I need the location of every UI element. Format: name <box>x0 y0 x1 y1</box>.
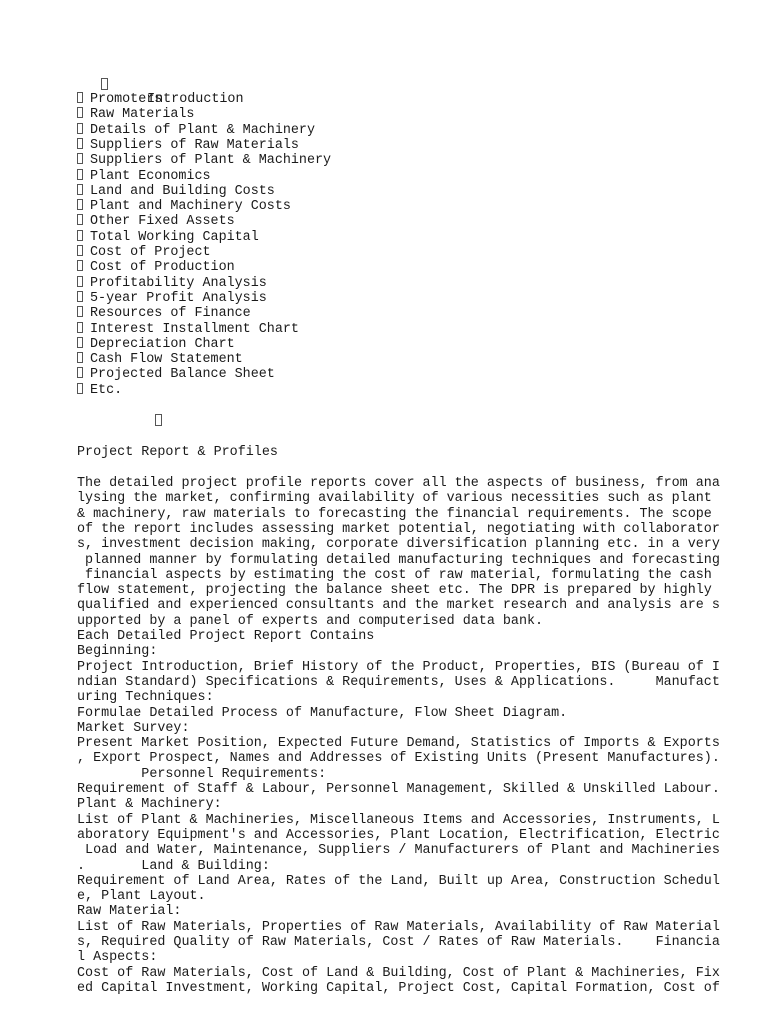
toc-item: Profitability Analysis <box>77 276 267 291</box>
body-line: Cost of Raw Materials, Cost of Land & Building, Cost of Plant & Machineries, Fix <box>77 965 720 981</box>
toc-item: Cost of Production <box>77 260 235 275</box>
body-line: Requirement of Land Area, Rates of the Land, Built up Area, Construction Schedul <box>77 873 720 889</box>
toc-item: Suppliers of Plant & Machinery <box>77 153 331 168</box>
bullet-box-icon <box>77 306 83 317</box>
body-line: & machinery, raw materials to forecasting the financial requirements. The scope <box>77 506 712 522</box>
toc-item: Plant and Machinery Costs <box>77 199 291 214</box>
bullet-box-icon <box>77 260 83 271</box>
body-line: The detailed project profile reports cover all the aspects of business, from ana <box>77 476 720 491</box>
bullet-box-icon <box>77 352 83 363</box>
body-line: s, Required Quality of Raw Materials, Cost / Rates of Raw Materials. Financia <box>77 935 720 950</box>
body-line: List of Plant & Machineries, Miscellaneous Items and Accessories, Instruments, L <box>77 812 720 828</box>
toc-item: Plant Economics <box>77 169 211 184</box>
bullet-box-icon <box>77 153 83 164</box>
bullet-box-icon <box>77 245 83 256</box>
toc-item: 5-year Profit Analysis <box>77 291 267 306</box>
bullet-box-icon <box>77 123 83 134</box>
bullet-box-icon <box>155 414 162 426</box>
body-line: qualified and experienced consultants and the market research and analysis are s <box>77 598 720 614</box>
page-title: Project Report & Profiles <box>77 445 278 460</box>
toc-item: Land and Building Costs <box>77 184 275 199</box>
toc-item-introduction: Introduction <box>147 92 244 107</box>
bullet-box-icon <box>77 138 83 149</box>
toc-item: Resources of Finance <box>77 306 251 321</box>
toc-item: Suppliers of Raw Materials <box>77 138 299 153</box>
body-line: , Export Prospect, Names and Addresses of Existing Units (Present Manufactures). <box>77 751 720 767</box>
body-line: . Land & Building: <box>77 858 270 874</box>
toc-item: Promoters <box>77 92 162 107</box>
body-line: uring Techniques: <box>77 690 214 706</box>
bullet-box-icon <box>77 276 83 287</box>
body-line: flow statement, projecting the balance sheet etc. The DPR is prepared by highly <box>77 583 712 599</box>
toc-item: Depreciation Chart <box>77 337 235 352</box>
body-line: ed Capital Investment, Working Capital, Project Cost, Capital Formation, Cost of <box>77 980 720 996</box>
bullet-box-icon <box>77 184 83 195</box>
body-line: Each Detailed Project Report Contains <box>77 629 375 644</box>
body-line: of the report includes assessing market potential, negotiating with collaborator <box>77 521 720 537</box>
bullet-box-icon <box>77 107 83 118</box>
bullet-box-icon <box>77 169 83 180</box>
body-line: planned manner by formulating detailed manufacturing techniques and forecasting <box>77 552 720 568</box>
toc-item: Interest Installment Chart <box>77 322 299 337</box>
body-line: List of Raw Materials, Properties of Raw Materials, Availability of Raw Material <box>77 919 720 935</box>
body-line: Project Introduction, Brief History of the Product, Properties, BIS (Bureau of I <box>77 659 720 675</box>
toc-item: Details of Plant & Machinery <box>77 123 315 138</box>
bullet-box-icon <box>77 291 83 302</box>
toc-item: Total Working Capital <box>77 230 259 245</box>
body-line: e, Plant Layout. <box>77 889 206 905</box>
body-line: Personnel Requirements: <box>77 766 327 782</box>
bullet-box-icon <box>77 322 83 333</box>
body-line: upported by a panel of experts and computerised data bank. <box>77 613 544 629</box>
toc-item: Cash Flow Statement <box>77 352 243 367</box>
body-line: ndian Standard) Specifications & Requirements, Uses & Applications. Manufact <box>77 674 720 690</box>
body-line: Market Survey: <box>77 720 190 736</box>
body-line: Formulae Detailed Process of Manufacture, Flow Sheet Diagram. <box>77 705 568 721</box>
toc-item: Projected Balance Sheet <box>77 367 275 382</box>
body-line: Requirement of Staff & Labour, Personnel Management, Skilled & Unskilled Labour. <box>77 782 720 797</box>
toc-item: Cost of Project <box>77 245 211 260</box>
bullet-box-icon <box>77 230 83 241</box>
body-line: lysing the market, confirming availability of various necessities such as plant <box>77 491 712 507</box>
toc-item: Other Fixed Assets <box>77 214 235 229</box>
bullet-box-icon <box>77 367 83 378</box>
bullet-box-icon <box>77 92 83 103</box>
body-line: s, investment decision making, corporate diversification planning etc. in a very <box>77 537 720 553</box>
bullet-box-icon <box>101 78 108 90</box>
body-line: Load and Water, Maintenance, Suppliers / Manufacturers of Plant and Machineries <box>77 843 720 859</box>
body-line: l Aspects: <box>77 950 158 966</box>
bullet-box-icon <box>77 383 83 394</box>
body-line: Raw Material: <box>77 904 182 920</box>
body-line: Present Market Position, Expected Future Demand, Statistics of Imports & Exports <box>77 736 720 752</box>
bullet-box-icon <box>77 337 83 348</box>
body-line: Plant & Machinery: <box>77 797 222 813</box>
toc-item: Raw Materials <box>77 107 194 122</box>
bullet-box-icon <box>77 199 83 210</box>
body-line: Beginning: <box>77 644 158 660</box>
body-line: aboratory Equipment's and Accessories, Plant Location, Electrification, Electric <box>77 827 720 843</box>
body-line: financial aspects by estimating the cost of raw material, formulating the cash <box>77 567 712 583</box>
bullet-box-icon <box>77 214 83 225</box>
toc-item: Etc. <box>77 383 122 398</box>
